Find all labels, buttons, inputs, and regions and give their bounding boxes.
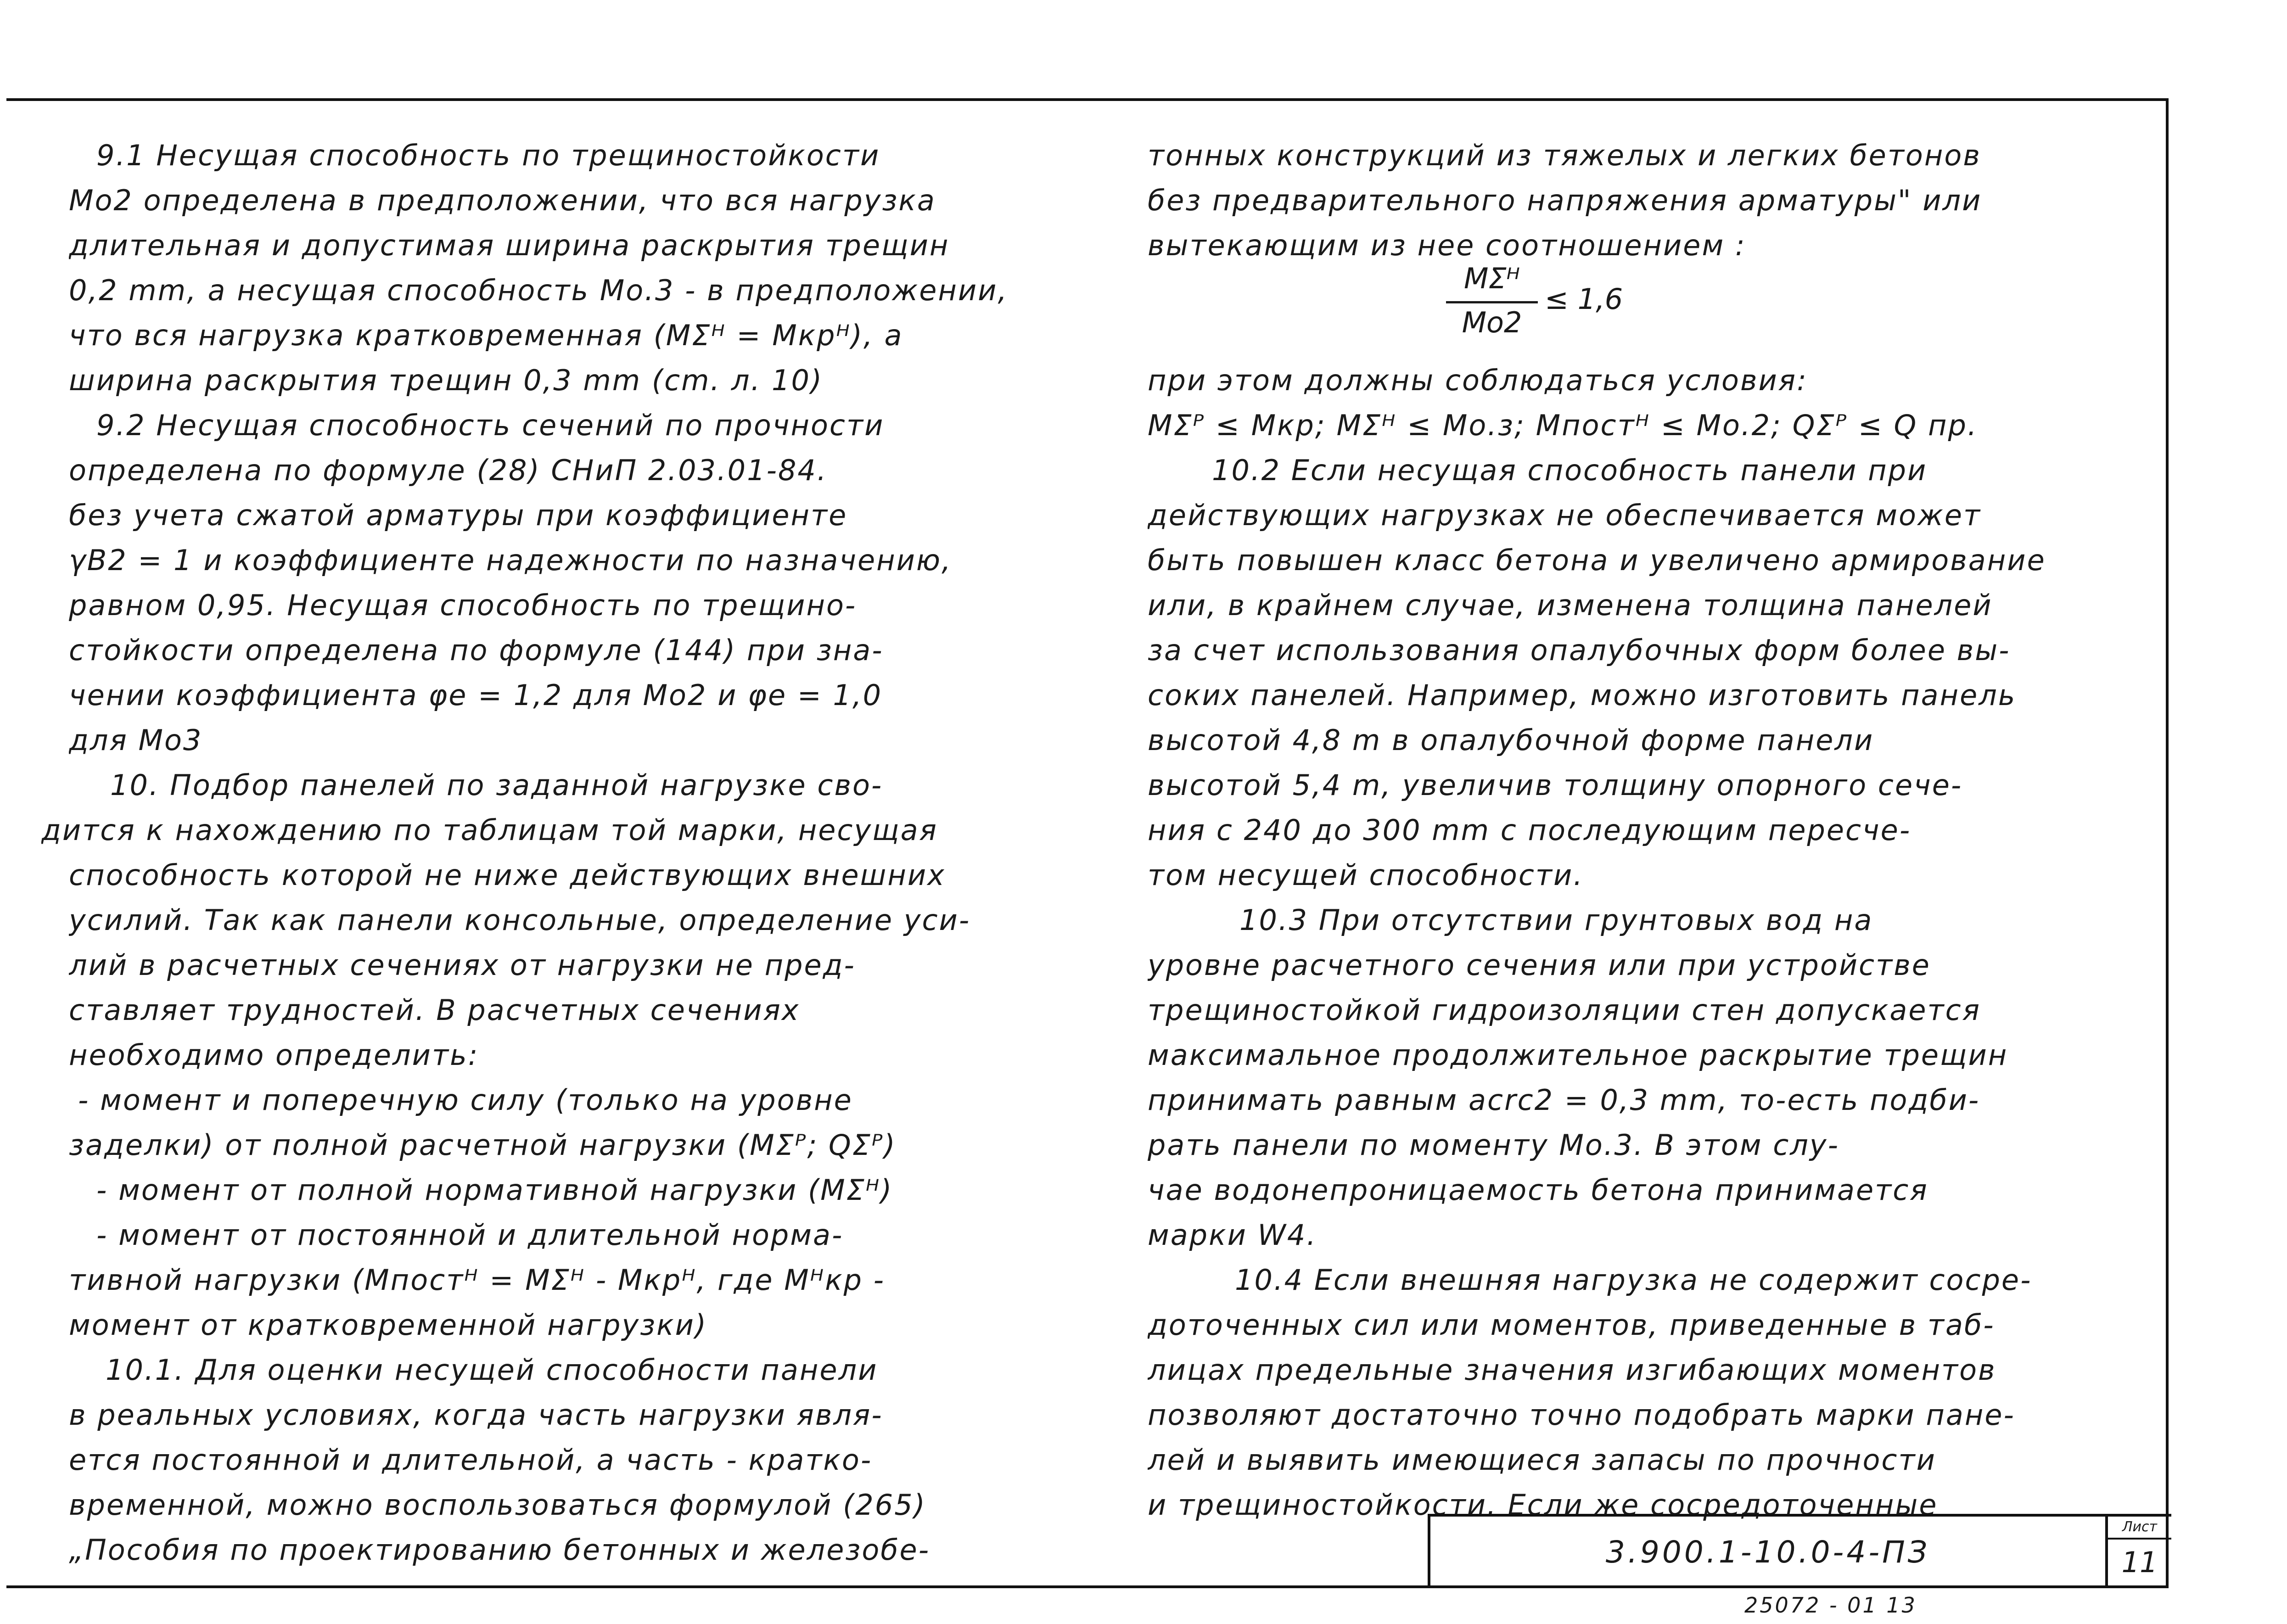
- text-line: чении коэффициента φe = 1,2 для Mо2 и φe = 1,0: [69, 678, 883, 712]
- text-line: - момент и поперечную силу (только на уровне: [78, 1083, 853, 1117]
- text-line: 10.2 Если несущая способность панели при: [1212, 454, 1928, 487]
- drawing-title-block: [1428, 1514, 2171, 1588]
- text-line: MΣᴾ ≤ Mкр; MΣᴴ ≤ Mо.з; Mпостᴴ ≤ Mо.2; QΣᴾ ≤ Q пр.: [1148, 409, 1978, 442]
- text-line: 10. Подбор панелей по заданной нагрузке сво-: [110, 768, 883, 802]
- text-line: - момент от полной нормативной нагрузки (MΣᴴ): [96, 1173, 893, 1207]
- text-line: равном 0,95. Несущая способность по трещино-: [69, 588, 857, 622]
- ratio-formula: [1446, 262, 1639, 353]
- text-line: за счет использования опалубочных форм более вы-: [1148, 633, 2011, 667]
- archive-code: 25072 - 01 13: [1744, 1593, 1917, 1618]
- sheet-number: 11: [2121, 1546, 2158, 1579]
- text-line: необходимо определить:: [69, 1038, 479, 1072]
- text-line: для Mо3: [69, 723, 203, 757]
- text-line: лицах предельные значения изгибающих моментов: [1148, 1353, 1996, 1387]
- text-line: трещиностойкой гидроизоляции стен допускается: [1148, 993, 1981, 1027]
- text-line: ния с 240 до 300 mm с последующим пересче-: [1148, 813, 1911, 847]
- text-line: принимать равным аcrc2 = 0,3 mm, то-есть подби-: [1148, 1083, 1980, 1117]
- text-line: марки W4.: [1148, 1218, 1317, 1252]
- text-line: рать панели по моменту Mо.3. В этом слу-: [1148, 1128, 1839, 1162]
- text-line: „Пособия по проектированию бетонных и железобе-: [69, 1533, 930, 1567]
- sheet-label: Лист: [2108, 1517, 2171, 1540]
- text-line: высотой 4,8 m в опалубочной форме панели: [1148, 723, 1874, 757]
- text-line: уровне расчетного сечения или при устройстве: [1148, 948, 1931, 982]
- text-line: вытекающим из нее соотношением :: [1148, 229, 1746, 262]
- formula-relation: ≤ 1,6: [1545, 282, 1623, 316]
- text-line: лий в расчетных сечениях от нагрузки не пред-: [69, 948, 856, 982]
- formula-denominator: Mо2: [1462, 306, 1522, 339]
- text-line: дится к нахождению по таблицам той марки, несущая: [41, 813, 938, 847]
- text-line: [1148, 313, 2139, 358]
- text-line: γB2 = 1 и коэффициенте надежности по назначению,: [69, 543, 952, 577]
- text-line: усилий. Так как панели консольные, определение уси-: [69, 903, 971, 937]
- formula-fraction-bar: [1446, 301, 1538, 303]
- formula-numerator: MΣᴴ: [1463, 262, 1520, 295]
- text-line: Mо2 определена в предположении, что вся нагрузка: [69, 184, 936, 217]
- text-line: позволяют достаточно точно подобрать марки пане-: [1148, 1398, 2015, 1432]
- text-line: 0,2 mm, а несущая способность Mо.3 - в предположении,: [69, 274, 1009, 307]
- frame-top-border: [6, 98, 2169, 101]
- sheet-cell: [2105, 1517, 2171, 1588]
- text-line: 10.3 При отсутствии грунтовых вод на: [1239, 903, 1873, 937]
- text-line: момент от кратковременной нагрузки): [69, 1308, 708, 1342]
- text-line: соких панелей. Например, можно изготовить панель: [1148, 678, 2017, 712]
- text-line: [1148, 268, 2139, 313]
- text-line: 9.2 Несущая способность сечений по прочности: [96, 409, 885, 442]
- text-line: в реальных условиях, когда часть нагрузки явля-: [69, 1398, 883, 1432]
- text-line: тивной нагрузки (Mпостᴴ = MΣᴴ - Mкрᴴ, где Mᴴкр -: [69, 1263, 886, 1297]
- right-text-column: [1148, 133, 2139, 1528]
- document-designation: 3.900.1-10.0-4-ПЗ: [1605, 1534, 1930, 1570]
- text-line: и трещиностойкости. Если же сосредоточенные: [1148, 1488, 1938, 1522]
- text-line: без учета сжатой арматуры при коэффициенте: [69, 498, 848, 532]
- text-line: определена по формуле (28) СНиП 2.03.01-84.: [69, 454, 828, 487]
- text-line: или, в крайнем случае, изменена толщина панелей: [1148, 588, 1993, 622]
- text-line: тонных конструкций из тяжелых и легких бетонов: [1148, 139, 1981, 172]
- text-line: чае водонепроницаемость бетона принимается: [1148, 1173, 1928, 1207]
- text-line: способность которой не ниже действующих внешних: [69, 858, 946, 892]
- text-line: том несущей способности.: [1148, 858, 1584, 892]
- text-line: максимальное продолжительное раскрытие трещин: [1148, 1038, 2008, 1072]
- left-text-column: [41, 133, 1060, 1573]
- text-line: - момент от постоянной и длительной норма-: [96, 1218, 844, 1252]
- text-line: ставляет трудностей. В расчетных сечениях: [69, 993, 800, 1027]
- text-line: быть повышен класс бетона и увеличено армирование: [1148, 543, 2046, 577]
- text-line: доточенных сил или моментов, приведенные в таб-: [1148, 1308, 1995, 1342]
- text-line: временной, можно воспользоваться формулой (265): [69, 1488, 926, 1522]
- text-line: стойкости определена по формуле (144) при зна-: [69, 633, 884, 667]
- text-line: без предварительного напряжения арматуры" или: [1148, 184, 1982, 217]
- text-line: заделки) от полной расчетной нагрузки (MΣᴾ; QΣᴾ): [69, 1128, 897, 1162]
- text-line: ширина раскрытия трещин 0,3 mm (cm. л. 10): [69, 364, 824, 397]
- text-line: что вся нагрузка кратковременная (MΣᴴ = Mкрᴴ), а: [69, 319, 903, 352]
- text-line: 10.4 Если внешняя нагрузка не содержит сосре-: [1235, 1263, 2032, 1297]
- text-line: 9.1 Несущая способность по трещиностойкости: [96, 139, 880, 172]
- frame-right-border: [2166, 98, 2169, 1588]
- text-line: 10.1. Для оценки несущей способности панели: [106, 1353, 878, 1387]
- text-line: ется постоянной и длительной, а часть - кратко-: [69, 1443, 873, 1477]
- text-line: высотой 5,4 m, увеличив толщину опорного сече-: [1148, 768, 1963, 802]
- text-line: лей и выявить имеющиеся запасы по прочности: [1148, 1443, 1936, 1477]
- text-line: длительная и допустимая ширина раскрытия трещин: [69, 229, 950, 262]
- text-line: действующих нагрузках не обеспечивается может: [1148, 498, 1982, 532]
- text-line: при этом должны соблюдаться условия:: [1148, 364, 1808, 397]
